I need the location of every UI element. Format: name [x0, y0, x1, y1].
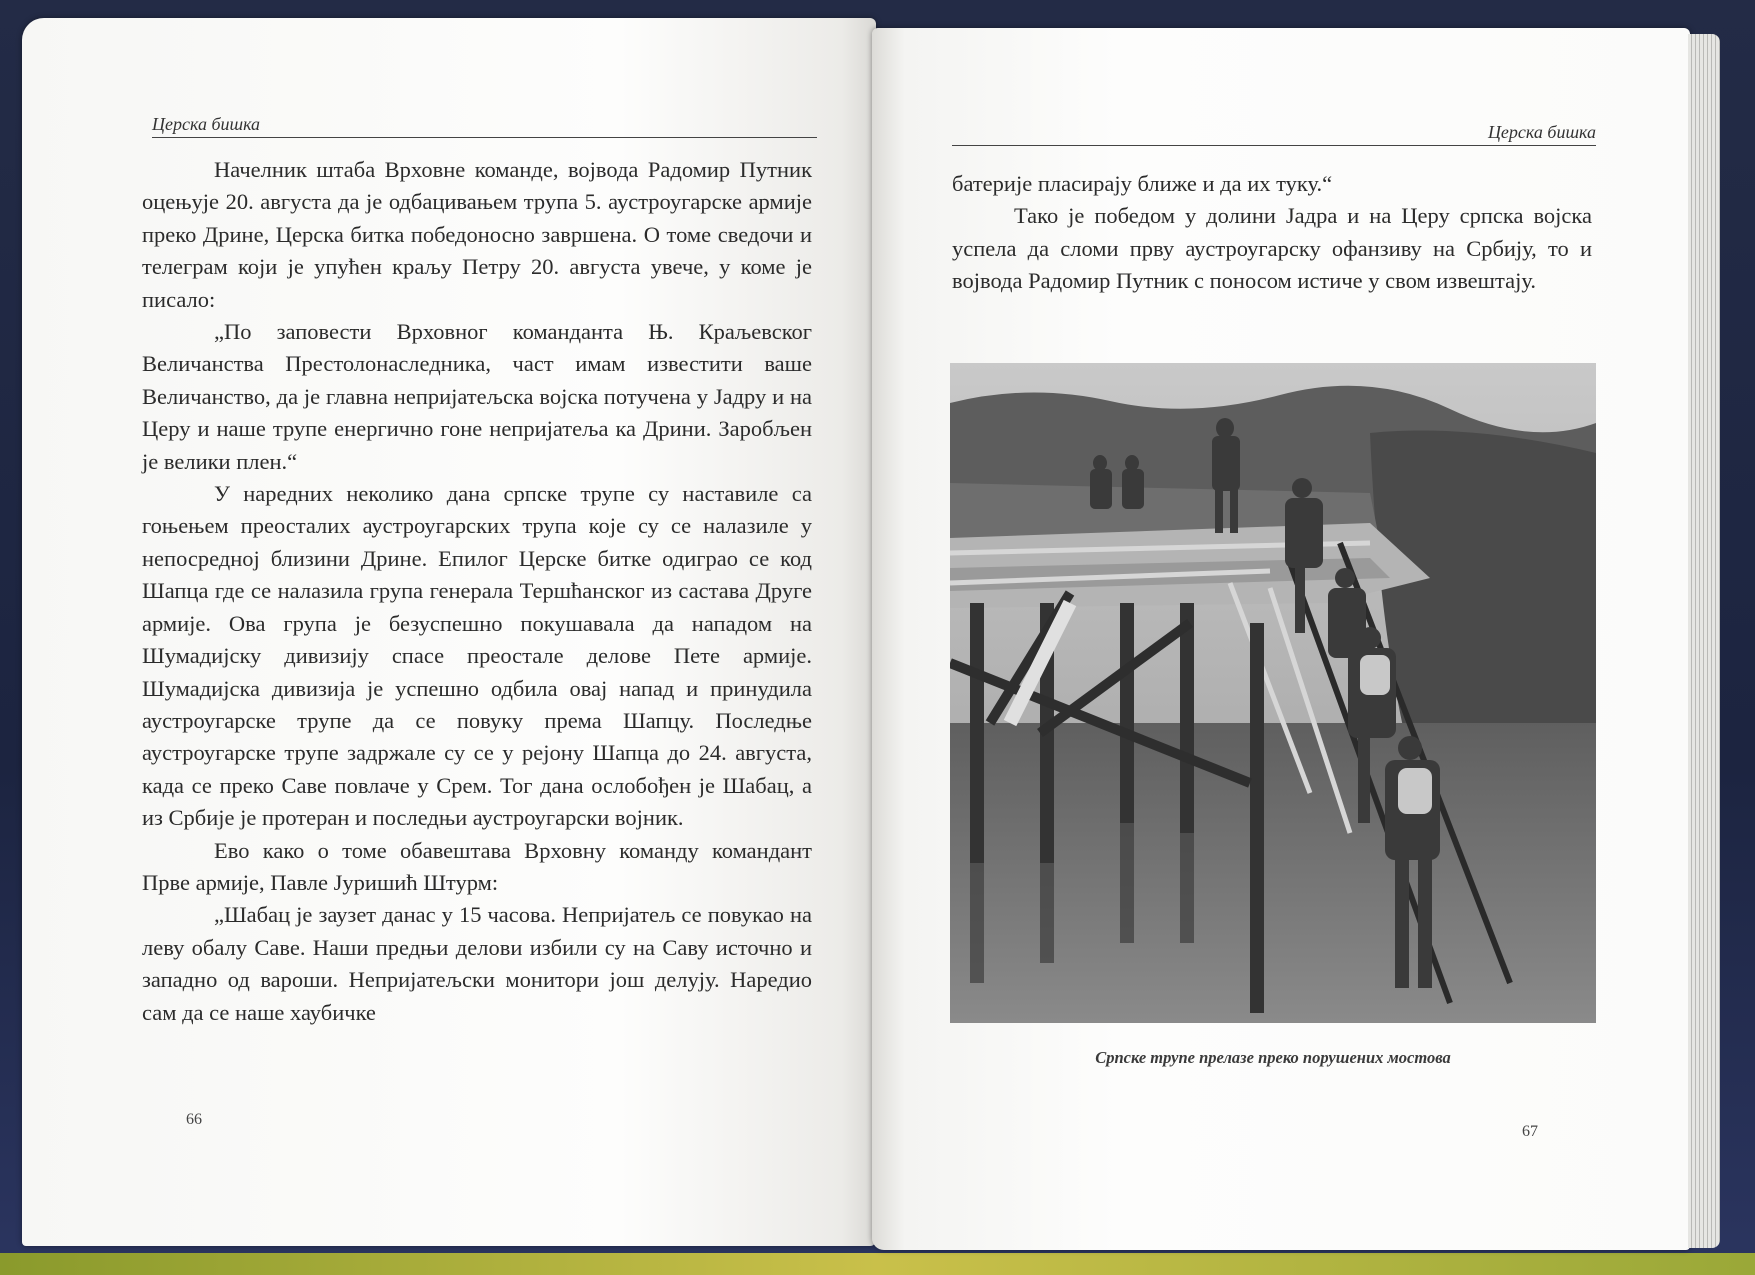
page-number-left: 66	[186, 1111, 202, 1128]
scan-background-strip	[0, 1253, 1755, 1275]
paragraph: У наредних неколико дана српске трупе су наставиле са гоњењем преосталих аустроугарских трупа које су се налазиле у непосредној близини Дрине. Епилог Церске битке одиграо се код Шапца где се налазила група генерала Тершћанског из састава Друге армије. Ова група је безуспешно покушавала да нападом на Шумадијску дивизију спасе преостале делове Пете армије. Шумадијска дивизија је успешно одбила овај напад и принудила аустроугарске трупе да се повуку према Шапцу. Последње аустроугарске трупе задржале су се у рејону Шапца до 24. августа, када се преко Саве повлаче у Срем. Тог дана ослобођен је Шабац, а из Србије је протеран и последњи аустроугарски војник.	[142, 481, 812, 831]
book-page-edges	[1688, 34, 1720, 1248]
paragraph: Начелник штаба Врховне команде, војвода Радомир Путник оцењује 20. августа да је одбацивањем трупа 5. аустроугарске армије преко Дрине, Церска битка победоносно завршена. О томе сведочи и телеграм који је упућен краљу Петру 20. августа увече, у коме је писало:	[142, 157, 812, 312]
paragraph: батерије пласирају ближе и да их туку.“	[952, 171, 1333, 196]
running-head-left: Церска бишка	[152, 114, 817, 138]
bridge-photo-illustration	[950, 363, 1596, 1023]
paragraph: Ево како о томе обавештава Врховну команду командант Прве армије, Павле Јуришић Штурм:	[142, 837, 812, 895]
running-head-right: Церска бишка	[952, 122, 1596, 146]
photo-caption: Српске трупе прелазе преко порушених мостова	[1095, 1048, 1451, 1067]
page-number-right: 67	[1522, 1123, 1538, 1140]
left-page-body	[142, 154, 812, 1029]
left-page	[22, 18, 876, 1246]
quote-paragraph: „По заповести Врховног команданта Њ. Краљевског Величанства Престолонаследника, част имам известити ваше Величанство, да је главна непријатељска војска потучена у Јадру и на Церу и наше трупе енергично гоне непријатеља ка Дрини. Заробљен је велики плен.“	[142, 319, 812, 474]
paragraph: Тако је победом у долини Јадра и на Церу српска војска успела да сломи прву аустроугарску офанзиву на Србију, то и војвода Радомир Путник с поносом истиче у свом извештају.	[952, 203, 1592, 294]
quote-paragraph: „Шабац је заузет данас у 15 часова. Непријатељ се повукао на леву обалу Саве. Наши предњи делови избили су на Саву источно и западно од вароши. Непријатељски монитори још делују. Наредио сам да се наше хаубичке	[142, 902, 812, 1025]
right-page	[872, 28, 1690, 1250]
right-page-body	[952, 168, 1592, 298]
historical-photo-bridge	[950, 363, 1596, 1023]
